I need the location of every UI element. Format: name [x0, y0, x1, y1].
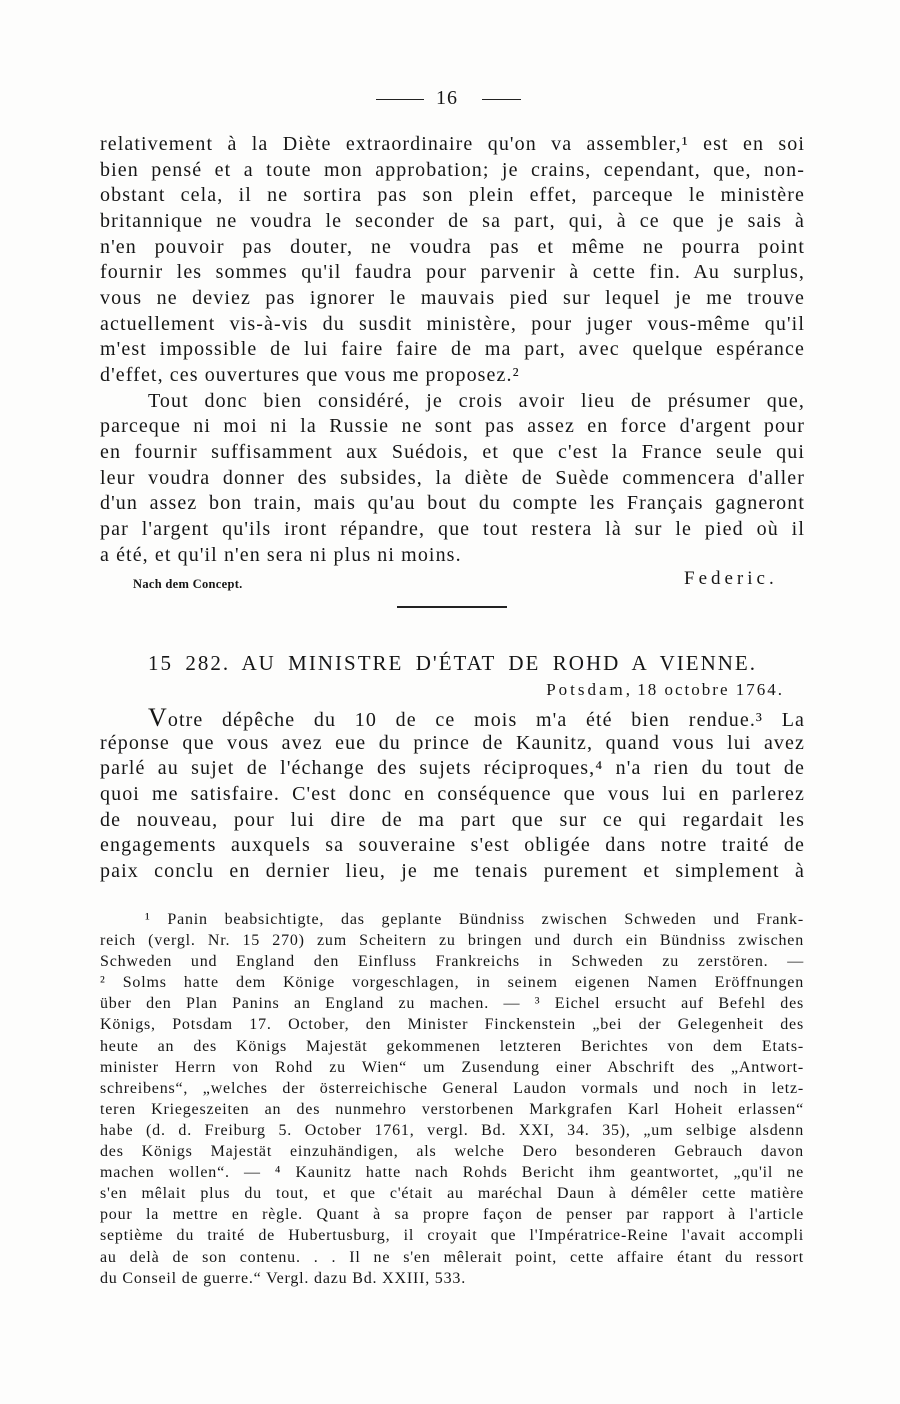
- header-rule-left: [376, 99, 424, 100]
- footnote-line: minister Herrn von Rohd zu Wien“ um Zusendung einer Abschrift des „Antwort-: [100, 1058, 804, 1076]
- footnote-line: au delà de son contenu. . . Il ne s'en mêlerait point, cette affaire étant du ressort: [100, 1248, 804, 1266]
- text-line: Votre dépêche du 10 de ce mois m'a été bien rendue.³ La: [148, 703, 805, 732]
- footnotes: [100, 909, 804, 1289]
- footnote-line: septième du traité de Hubertusburg, il croyait que l'Impératrice-Reine l'avait accompli: [100, 1227, 804, 1245]
- text-line: a été, et qu'il n'en sera ni plus ni moins.: [100, 543, 462, 566]
- text-line: fournir les sommes qu'il faudra pour parvenir à cette fin. Au surplus,: [100, 261, 805, 284]
- footnote-line: reich (vergl. Nr. 15 270) zum Scheitern zu bringen und durch ein Bündniss zwischen: [100, 932, 804, 950]
- footnote-line: teren Kriegeszeiten an des nunmehro verstorbenen Markgrafen Karl Hoheit erlassen“: [100, 1100, 804, 1118]
- page-number: 16: [436, 87, 458, 109]
- text-line: obstant cela, il ne sortira pas son plein effet, parceque le ministère: [100, 184, 805, 207]
- text-line: n'en pouvoir pas douter, ne voudra pas et même ne pourra point: [100, 235, 805, 258]
- footnote-line: Königs, Potsdam 17. October, den Minister Finckenstein „bei der Gelegenheit des: [100, 1016, 804, 1034]
- document-number: 15 282.: [148, 651, 231, 675]
- source-note: Nach dem Concept.: [133, 577, 243, 591]
- footnote-line: über den Plan Panins an England zu machen. — ³ Eichel ersucht auf Befehl des: [100, 995, 804, 1013]
- text-line: leur voudra donner des subsides, la diète de Suède commencera d'aller: [100, 466, 805, 489]
- text-line: britannique ne voudra le seconder de sa part, qui, à ce que je sais à: [100, 209, 805, 232]
- text-line: d'un assez bon train, mais qu'au bout du compte les Français gagneront: [100, 492, 805, 515]
- letter-text: [100, 705, 805, 885]
- footnote-line: s'en mêlait plus du tout, et que c'était au maréchal Daun à démêler cette matière: [100, 1185, 804, 1203]
- footnote-line: ² Solms hatte dem Könige vorgeschlagen, in seinem eigenen Namen Eröffnungen: [100, 974, 804, 992]
- footnote-line: du Conseil de guerre.“ Vergl. dazu Bd. XXIII, 533.: [100, 1269, 466, 1287]
- text-line: parlé au sujet de l'échange des sujets réciproques,⁴ n'a rien du tout de: [100, 757, 805, 780]
- footnote-line: ¹ Panin beabsichtigte, das geplante Bündniss zwischen Schweden und Frank-: [145, 911, 804, 928]
- footnote-line: des Königs Majestät einzuhändigen, als welche Dero besonderen Gebrauch davon: [100, 1143, 804, 1161]
- document-place: Potsdam,: [546, 680, 634, 699]
- text-line: engagements auxquels sa souveraine s'est obligée dans notre traité de: [100, 834, 805, 857]
- text-line: actuellement vis-à-vis du susdit ministère, pour juger vous-même qu'il: [100, 312, 805, 335]
- footnote-line: habe (d. d. Freiburg 5. October 1761, vergl. Bd. XXI, 34. 35), „um selbige alsdenn: [100, 1121, 804, 1139]
- document-heading: [148, 650, 757, 676]
- signature: Federic.: [684, 568, 778, 589]
- document-title: AU MINISTRE D'ÉTAT DE ROHD A VIENNE.: [241, 651, 757, 675]
- document-dateline: [546, 679, 784, 701]
- text-line: bien pensé et a toute mon approbation; je crains, cependant, que, non-: [100, 158, 805, 181]
- text-line: relativement à la Diète extraordinaire qu'on va assembler,¹ est en soi: [100, 133, 805, 155]
- footnote-line: Schweden und England den Einfluss Frankreichs in Schweden zu zerstören. —: [100, 953, 804, 971]
- footnote-line: schreibens“, „welches der österreichische General Laudon vormals und noch in letz-: [100, 1079, 804, 1097]
- footnote-line: heute an des Königs Majestät gekommenen letzteren Berichtes von dem Etats-: [100, 1037, 804, 1055]
- footnote-line: machen wollen“. — ⁴ Kaunitz hatte nach Rohds Bericht ihm geantwortet, „qu'il ne: [100, 1164, 804, 1182]
- text-line: par l'argent qu'ils iront répandre, que tout restera là sur le pied où il: [100, 517, 805, 540]
- text-line: de nouveau, pour lui dire de ma part que sur ce qui regardait les: [100, 808, 805, 831]
- document-date: 18 octobre 1764.: [637, 680, 784, 699]
- section-divider: [397, 606, 507, 608]
- footnote-line: pour la mettre en règle. Quant à sa propre façon de penser par rapport à l'article: [100, 1206, 804, 1224]
- text-line: Tout donc bien considéré, je crois avoir lieu de présumer que,: [148, 389, 805, 412]
- text-line: parceque ni moi ni la Russie ne sont pas assez en force d'argent pour: [100, 415, 805, 438]
- text-line: m'est impossible de lui faire faire de ma part, avec quelque espérance: [100, 338, 805, 361]
- text-line: paix conclu en dernier lieu, je me tenais purement et simplement à: [100, 859, 805, 882]
- text-line: quoi me satisfaire. C'est donc en conséquence que vous lui en parlerez: [100, 782, 805, 805]
- text-line: réponse que vous avez eue du prince de Kaunitz, quand vous lui avez: [100, 731, 805, 754]
- continued-letter-text: [100, 132, 805, 568]
- text-line: vous ne deviez pas ignorer le mauvais pied sur lequel je me trouve: [100, 286, 805, 309]
- header-rule-right: [482, 99, 521, 100]
- text-line: en fournir suffisamment aux Suédois, et que c'est la France seule qui: [100, 440, 805, 463]
- text-line: d'effet, ces ouvertures que vous me proposez.²: [100, 363, 520, 386]
